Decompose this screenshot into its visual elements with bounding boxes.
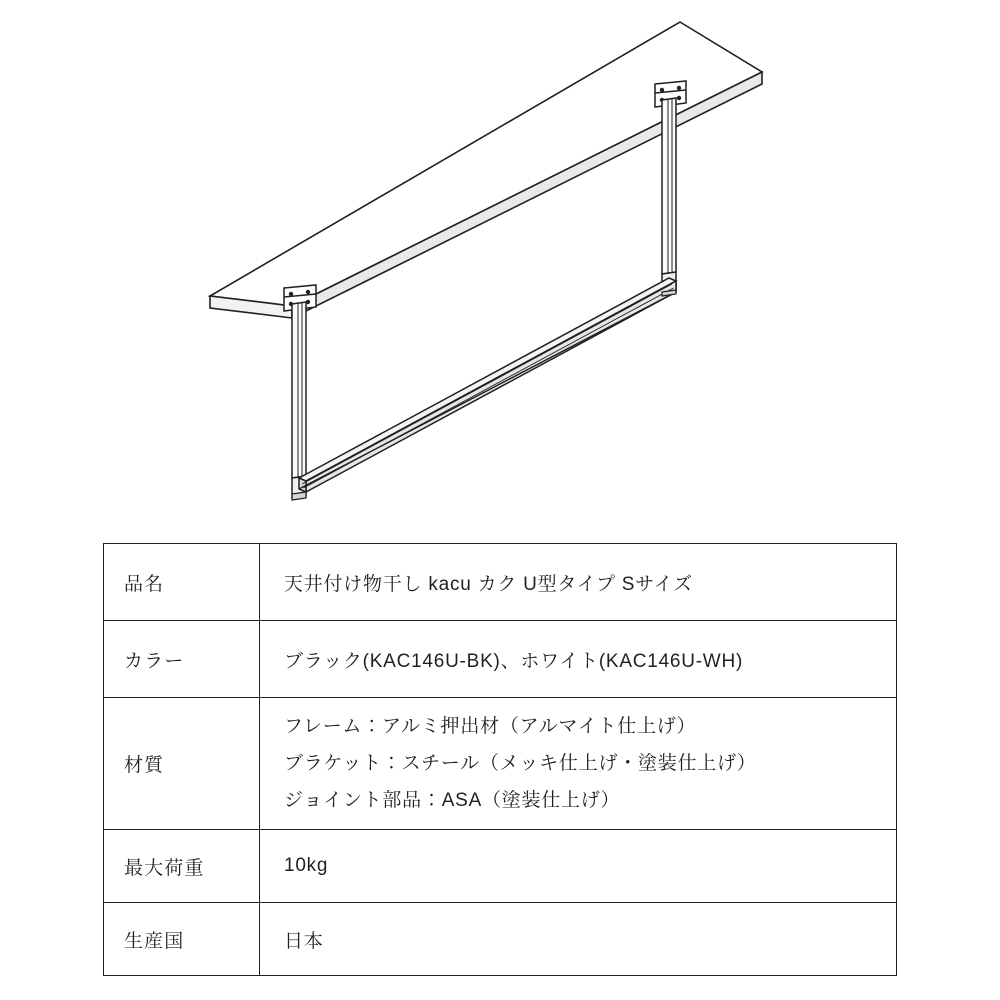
- spec-value-text: 天井付け物干し kacu カク U型タイプ Sサイズ: [284, 573, 693, 595]
- spec-value-text: ブラック(KAC146U-BK)、ホワイト(KAC146U-WH): [284, 650, 744, 672]
- spec-value-country: [260, 903, 897, 976]
- spec-value-color: [260, 621, 897, 698]
- end-cap-left: [292, 492, 306, 500]
- table-row: [104, 544, 897, 621]
- vertical-post-left: [292, 302, 306, 478]
- spec-value-material: [260, 698, 897, 830]
- table-row: [104, 903, 897, 976]
- vertical-post-right: [662, 98, 676, 274]
- spec-value-material-frame: フレーム：アルミ押出材（アルマイト仕上げ）: [284, 716, 697, 737]
- spec-value-text: 日本: [284, 930, 324, 952]
- spec-label-country: 生産国: [104, 903, 260, 976]
- specification-table: [103, 543, 897, 976]
- spec-value-max-load: [260, 830, 897, 903]
- spec-label-product-name: 品名: [104, 544, 260, 621]
- spec-value-product-name: [260, 544, 897, 621]
- table-row: [104, 621, 897, 698]
- table-row: [104, 698, 897, 830]
- spec-value-text: 10kg: [284, 855, 329, 877]
- ceiling-board-top-face: [210, 22, 762, 306]
- spec-value-material-joint: ジョイント部品：ASA（塗装仕上げ）: [284, 790, 621, 812]
- ceiling-board-right-edge: [292, 72, 762, 318]
- spec-label-color: カラー: [104, 621, 260, 698]
- spec-value-material-bracket: ブラケット：スチール（メッキ仕上げ・塗装仕上げ）: [284, 753, 757, 775]
- spec-label-max-load: 最大荷重: [104, 830, 260, 903]
- spec-label-material: 材質: [104, 698, 260, 830]
- table-row: [104, 830, 897, 903]
